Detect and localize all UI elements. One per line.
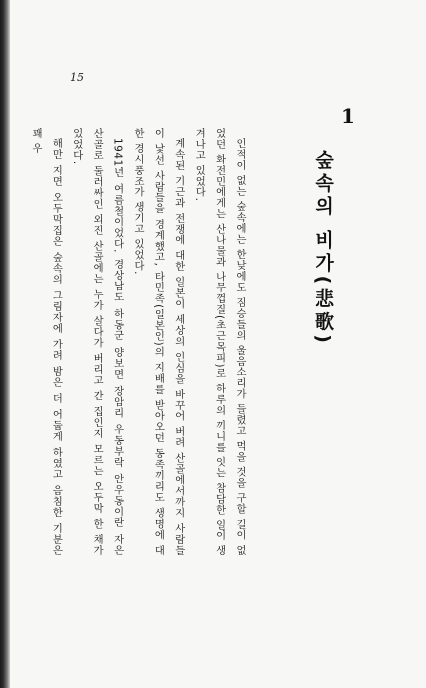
chapter-number: 1 [341,104,355,128]
page-number: 15 [70,71,84,84]
paragraph: 인적이 없는 숲속에는 한낮에도 짐승들의 울음소리가 들렸고 먹을 것을 구할 길이 없었던 화전민에게는 산나물과 나무껍질(초근목피)로 하루의 끼니를 잇는 참담한 일이 생겨나고 있었다. [193,128,246,556]
binding-shadow [0,0,10,688]
body-text [29,128,250,556]
chapter-title: 숲속의 비가(悲歌) [312,150,334,347]
paragraph: 계속된 기근과 전쟁에 대한 일본이 세상의 인심을 바꾸어 버려 산골에서까지 사람들이 낯선 사람들을 경계했고, 타민족(일본인)의 지배를 받아오던 동족끼리도 생명에 대한 경시풍조가 생기고 있었다. [131,128,185,556]
paragraph: 해만 지면 오두막집은 숲속의 그림자에 가려 밤은 더 어둡게 하였고 음침한 기분은 꽤 우 [29,128,63,556]
paragraph: 1941년 여름철이었다. 경상남도 하동군 양보면 장암리 우동부락 안우동이란 자은 산골로 둘러싸인 외진 산골에는 누가 살다가 버리고 간 집인지 모르는 오두막 한 채가 있었다. [70,128,124,556]
